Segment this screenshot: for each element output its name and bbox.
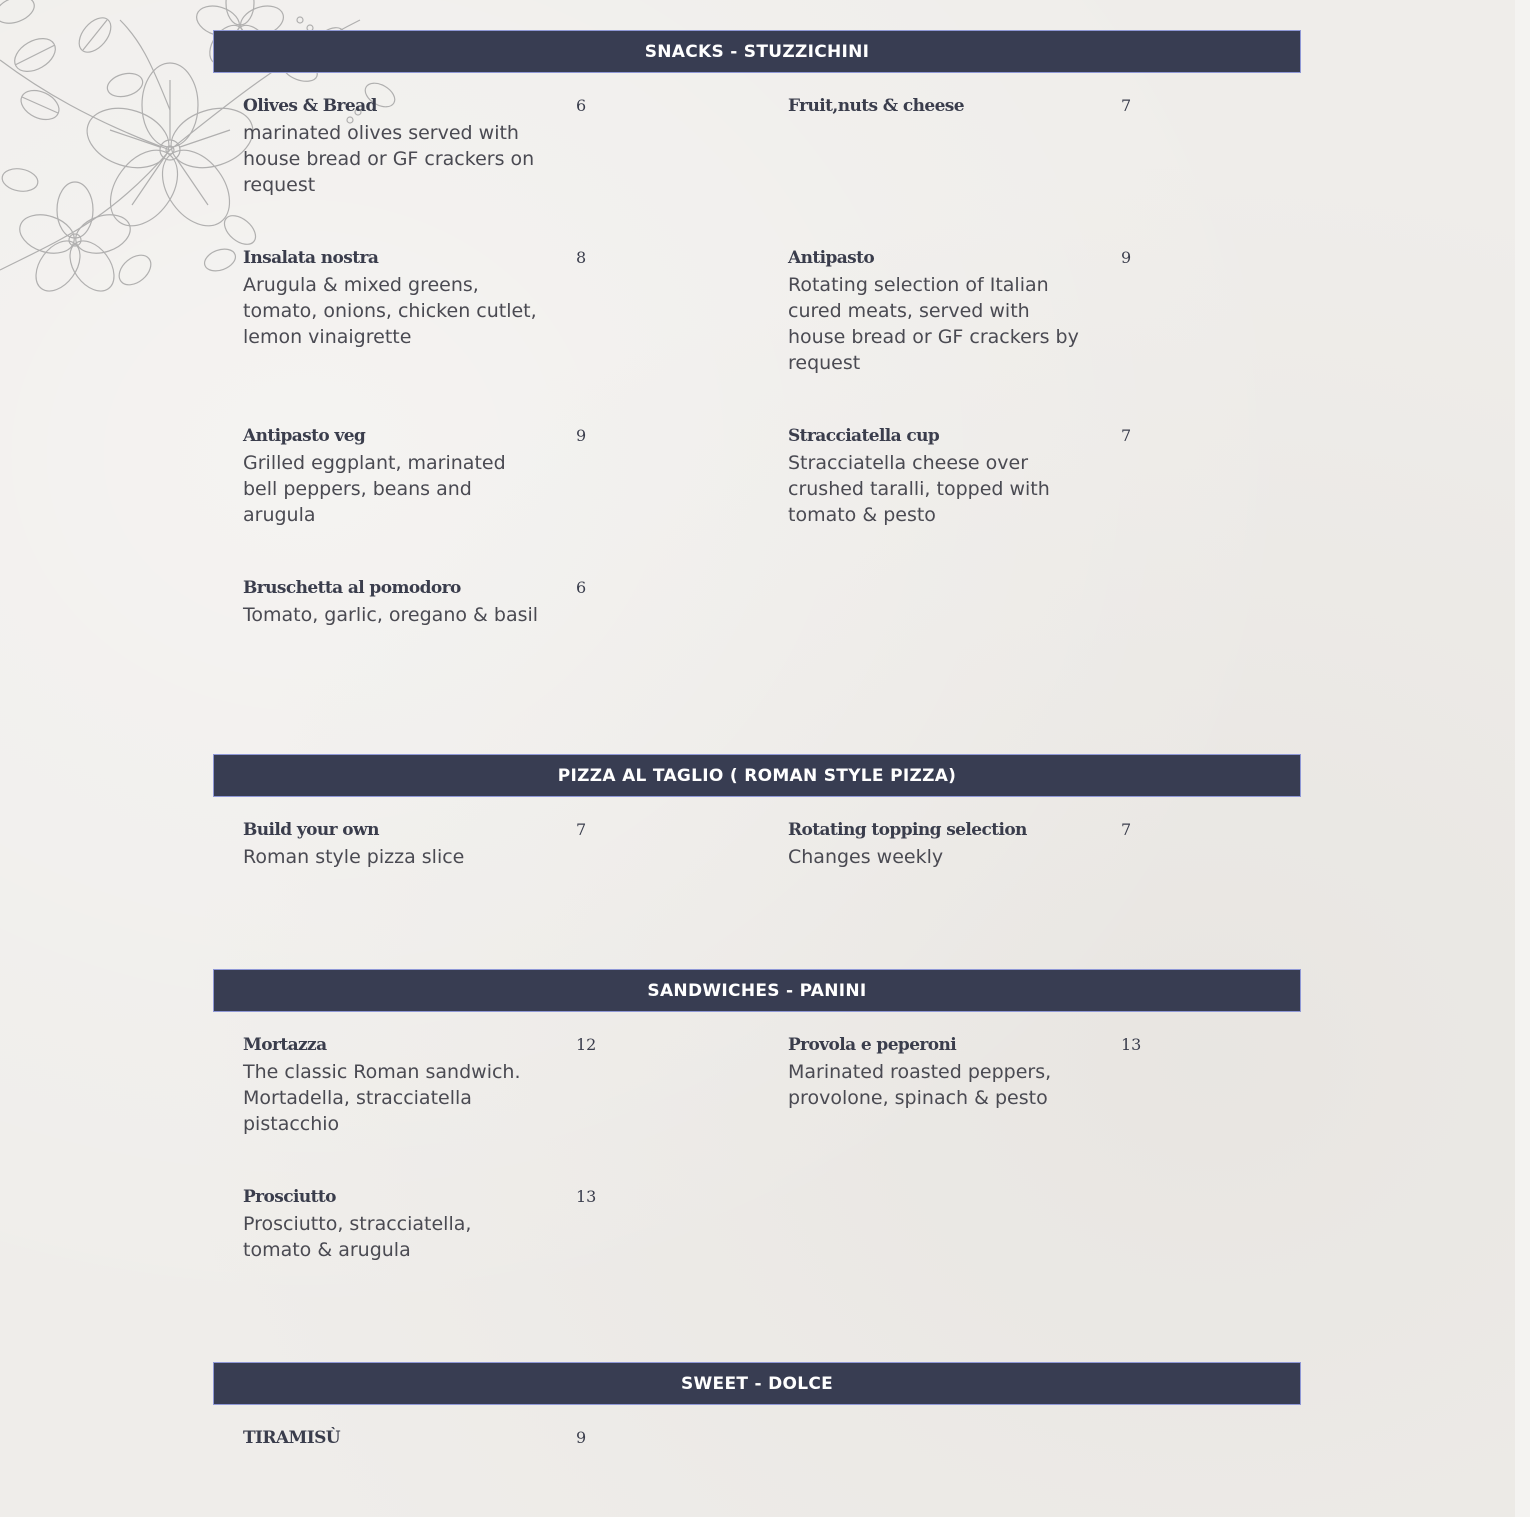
page-right-edge <box>1515 0 1530 1517</box>
item-name: Antipasto veg <box>243 426 366 446</box>
item-description: Tomato, garlic, oregano & basil <box>243 604 539 626</box>
item-description: Changes weekly <box>788 846 944 868</box>
item-name: Stracciatella cup <box>788 426 940 446</box>
item-name: Olives & Bread <box>243 96 377 116</box>
item-price: 9 <box>576 426 587 445</box>
item-name: Rotating topping selection <box>788 820 1027 840</box>
item-name: Build your own <box>243 820 379 840</box>
section-title: PIZZA AL TAGLIO ( ROMAN STYLE PIZZA) <box>557 765 957 786</box>
section-header-sandwiches <box>213 969 1301 1012</box>
item-description: Grilled eggplant, marinated bell peppers, beans and arugula <box>243 452 506 526</box>
item-name: Mortazza <box>243 1035 327 1055</box>
item-description: Rotating selection of Italian cured meats, served with house bread or GF crackers by request <box>788 274 1079 374</box>
section-header-snacks <box>213 30 1301 73</box>
item-name: Fruit,nuts & cheese <box>788 96 964 116</box>
item-price: 9 <box>1121 248 1132 267</box>
item-name: Insalata nostra <box>243 248 379 268</box>
item-description: Arugula & mixed greens, tomato, onions, chicken cutlet, lemon vinaigrette <box>243 274 537 348</box>
item-price: 6 <box>576 578 587 597</box>
item-name: Prosciutto <box>243 1187 336 1207</box>
item-description: Stracciatella cheese over crushed taralli, topped with tomato & pesto <box>788 452 1050 526</box>
item-price: 7 <box>1121 820 1132 839</box>
item-description: The classic Roman sandwich. Mortadella, stracciatella pistacchio <box>243 1061 521 1135</box>
item-price: 7 <box>576 820 587 839</box>
item-price: 9 <box>576 1428 587 1447</box>
section-header-sweet <box>213 1362 1301 1405</box>
item-price: 13 <box>576 1187 597 1206</box>
item-description: Marinated roasted peppers, provolone, spinach & pesto <box>788 1061 1052 1109</box>
item-description: Roman style pizza slice <box>243 846 465 868</box>
item-price: 13 <box>1121 1035 1142 1054</box>
item-price: 8 <box>576 248 587 267</box>
item-name: TIRAMISÙ <box>243 1428 340 1448</box>
item-description: Prosciutto, stracciatella, tomato & arugula <box>243 1213 472 1261</box>
section-title: SANDWICHES - PANINI <box>647 980 867 1001</box>
item-description: marinated olives served with house bread or GF crackers on request <box>243 122 535 196</box>
section-title: SNACKS - STUZZICHINI <box>644 41 870 62</box>
item-name: Antipasto <box>788 248 875 268</box>
item-name: Provola e peperoni <box>788 1035 957 1055</box>
section-header-pizza <box>213 754 1301 797</box>
item-price: 12 <box>576 1035 597 1054</box>
item-name: Bruschetta al pomodoro <box>243 578 461 598</box>
item-price: 6 <box>576 96 587 115</box>
section-title: SWEET - DOLCE <box>680 1373 834 1394</box>
item-price: 7 <box>1121 96 1132 115</box>
item-price: 7 <box>1121 426 1132 445</box>
